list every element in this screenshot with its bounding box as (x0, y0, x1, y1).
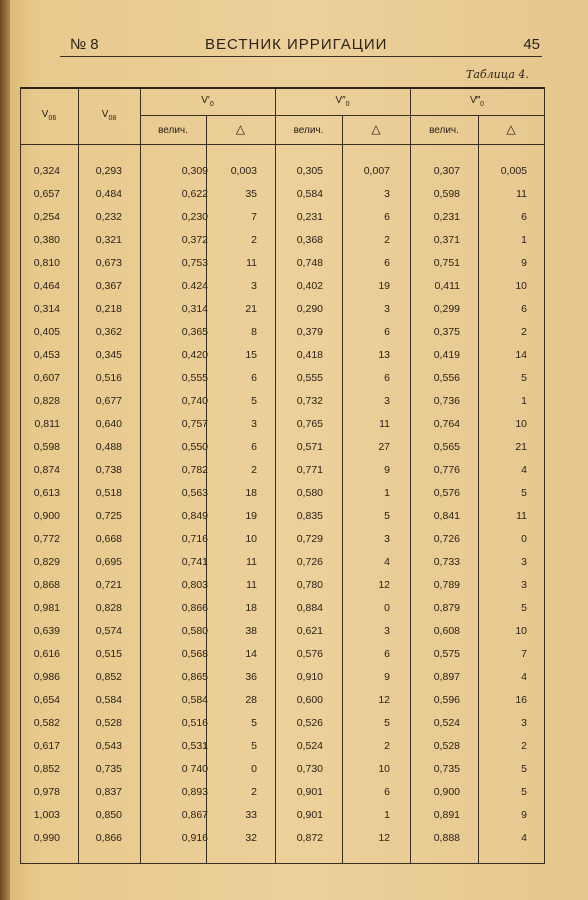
table-cell: 0,617 (33, 740, 60, 752)
table-cell: 5 (521, 372, 527, 384)
table-cell: 6 (384, 648, 390, 660)
table-cell: 0,803 (181, 579, 208, 591)
table-cell: 0,891 (433, 809, 460, 821)
table-cell: 0,677 (95, 395, 122, 407)
header-delta-3: △ (506, 122, 516, 136)
table-cell: 0,254 (33, 211, 60, 223)
table-cell: 3 (384, 303, 390, 315)
table-cell: 4 (384, 556, 390, 568)
table-cell: 0,868 (33, 579, 60, 591)
table-cell: 0 740 (181, 763, 208, 775)
header-delta-2: △ (371, 122, 381, 136)
table-cell: 0,571 (296, 441, 323, 453)
table-cell: 11 (516, 188, 527, 200)
table-cell: 0,375 (433, 326, 460, 338)
table-cell: 0,897 (433, 671, 460, 683)
table-cell: 0,829 (33, 556, 60, 568)
table-cell: 21 (515, 441, 527, 453)
table-cell: 0,872 (296, 832, 323, 844)
table-cell: 15 (245, 349, 257, 361)
table-cell: 0,524 (296, 740, 323, 752)
table-cell: 0,524 (433, 717, 460, 729)
table-cell: 0,003 (230, 165, 257, 177)
table-cell: 0,622 (181, 188, 208, 200)
table-cell: 0,668 (95, 533, 122, 545)
table-cell: 0,299 (433, 303, 460, 315)
table-cell: 0,582 (33, 717, 60, 729)
table-row (20, 573, 545, 596)
table-cell: 0,811 (34, 418, 60, 430)
table-cell: 10 (515, 280, 527, 292)
table-row (20, 527, 545, 550)
table-cell: 6 (251, 441, 257, 453)
table-cell: 0,879 (433, 602, 460, 614)
table-cell: 16 (515, 694, 527, 706)
table-cell: 0,721 (95, 579, 122, 591)
table-cell: 0,621 (296, 625, 323, 637)
table-cell: 19 (378, 280, 390, 292)
table-cell: 0,528 (95, 717, 122, 729)
table-cell: 0,607 (33, 372, 60, 384)
table-cell: 0,735 (433, 763, 460, 775)
table-cell: 3 (251, 280, 257, 292)
table-cell: 0,516 (181, 717, 208, 729)
table-cell: 0,418 (296, 349, 323, 361)
table-cell: 0,526 (296, 717, 323, 729)
table-cell: 0,550 (181, 441, 208, 453)
table-cell: 19 (245, 510, 257, 522)
table-cell: 0,309 (181, 165, 208, 177)
header-v08: $V_{08}$ (101, 109, 117, 122)
table-row (20, 734, 545, 757)
table-cell: 0,837 (95, 786, 122, 798)
table-cell: 0,852 (33, 763, 60, 775)
table-cell: 28 (245, 694, 257, 706)
table-cell: 0,464 (33, 280, 60, 292)
table-cell: 0,789 (433, 579, 460, 591)
table-cell: 0,584 (296, 188, 323, 200)
table-cell: 0,218 (95, 303, 122, 315)
table-cell: 0,741 (181, 556, 208, 568)
table-cell: 0,828 (95, 602, 122, 614)
table-cell: 2 (521, 326, 527, 338)
table-cell: 0,866 (95, 832, 122, 844)
table-cell: 0,900 (433, 786, 460, 798)
table-cell: 5 (521, 763, 527, 775)
journal-title: ВЕСТНИК ИРРИГАЦИИ (205, 36, 388, 53)
table-cell: 0,726 (433, 533, 460, 545)
table-caption: Таблица 4. (466, 68, 529, 81)
table-cell: 11 (246, 556, 257, 568)
table-cell: 3 (521, 556, 527, 568)
table-cell: 5 (521, 487, 527, 499)
table-row (20, 297, 545, 320)
table-cell: 0,420 (181, 349, 208, 361)
table-cell: 0,402 (296, 280, 323, 292)
table-cell: 0,901 (296, 809, 323, 821)
table-cell: 0,568 (181, 648, 208, 660)
table-cell: 0,232 (95, 211, 122, 223)
table-row (20, 596, 545, 619)
header-delta-1: △ (235, 122, 246, 136)
table-cell: 0,751 (433, 257, 460, 269)
table-cell: 0,574 (95, 625, 122, 637)
table-cell: 0,516 (95, 372, 122, 384)
table-cell: 0,230 (181, 211, 208, 223)
table-cell: 9 (384, 671, 390, 683)
table-cell: 0,314 (181, 303, 208, 315)
table-cell: 0,780 (296, 579, 323, 591)
table-cell: 0,640 (95, 418, 122, 430)
table-cell: 0,884 (296, 602, 323, 614)
table-cell: 9 (521, 257, 527, 269)
table-row (20, 228, 545, 251)
table-row (20, 159, 545, 182)
table-cell: 6 (521, 303, 527, 315)
table-row (20, 412, 545, 435)
table-cell: 6 (384, 257, 390, 269)
table-cell: 0,852 (95, 671, 122, 683)
table-cell: 1 (384, 487, 390, 499)
table-cell: 0,695 (95, 556, 122, 568)
table-cell: 0,372 (181, 234, 208, 246)
table-cell: 5 (251, 395, 257, 407)
table-row (20, 665, 545, 688)
table-cell: 7 (521, 648, 527, 660)
table-cell: 0,576 (433, 487, 460, 499)
table-cell: 1 (384, 809, 390, 821)
table-cell: 10 (245, 533, 257, 545)
table-cell: 0,910 (296, 671, 323, 683)
table-cell: 8 (251, 326, 257, 338)
table-cell: 0,368 (296, 234, 323, 246)
table-cell: 0,835 (296, 510, 323, 522)
table-cell: 0,776 (433, 464, 460, 476)
table-cell: 0,764 (433, 418, 460, 430)
table-rule (20, 144, 544, 145)
table-cell: 0,753 (181, 257, 208, 269)
table-cell: 0,900 (33, 510, 60, 522)
table-row (20, 826, 545, 849)
table-cell: 33 (245, 809, 257, 821)
table-cell: 18 (245, 487, 257, 499)
table-row (20, 251, 545, 274)
table-cell: 0,584 (181, 694, 208, 706)
table-cell: 0,531 (181, 740, 208, 752)
table-cell: 0,849 (181, 510, 208, 522)
table-cell: 0,314 (33, 303, 60, 315)
table-cell: 4 (521, 671, 527, 683)
table-cell: 0,565 (433, 441, 460, 453)
table-cell: 0 (384, 602, 390, 614)
table-cell: 0,379 (296, 326, 323, 338)
table-cell: 0,575 (433, 648, 460, 660)
table-cell: 27 (378, 441, 390, 453)
table-cell: 0,367 (95, 280, 122, 292)
table-cell: 35 (245, 188, 257, 200)
table-cell: 0,598 (33, 441, 60, 453)
table-cell: 0,730 (296, 763, 323, 775)
table-cell: 6 (251, 372, 257, 384)
table-cell: 0,613 (33, 487, 60, 499)
table-cell: 5 (251, 717, 257, 729)
table-cell: 0,580 (181, 625, 208, 637)
table-cell: 10 (515, 625, 527, 637)
table-cell: 2 (251, 464, 257, 476)
table-cell: 0,563 (181, 487, 208, 499)
table-cell: 0,893 (181, 786, 208, 798)
table-cell: 0,748 (296, 257, 323, 269)
table-cell: 4 (521, 832, 527, 844)
table-row (20, 642, 545, 665)
table-row (20, 320, 545, 343)
table-cell: 0,608 (433, 625, 460, 637)
table-cell: 2 (251, 234, 257, 246)
table-row (20, 619, 545, 642)
table-cell: 0,782 (181, 464, 208, 476)
table-cell: 0,828 (33, 395, 60, 407)
table-cell: 3 (384, 625, 390, 637)
table-cell: 0,990 (33, 832, 60, 844)
table-cell: 0,365 (181, 326, 208, 338)
table-cell: 0,865 (181, 671, 208, 683)
header-value-2: велич. (293, 125, 324, 136)
table-cell: 14 (245, 648, 257, 660)
table-cell: 3 (521, 579, 527, 591)
table-cell: 5 (384, 717, 390, 729)
table-cell: 0,765 (296, 418, 323, 430)
table-cell: 6 (384, 786, 390, 798)
table-cell: 0,600 (296, 694, 323, 706)
table-cell: 0,231 (296, 211, 323, 223)
table-cell: 0,733 (433, 556, 460, 568)
table-cell: 0,616 (33, 648, 60, 660)
table-cell: 0,307 (433, 165, 460, 177)
table-cell: 0,673 (95, 257, 122, 269)
table-row (20, 182, 545, 205)
table-row (20, 458, 545, 481)
table-cell: 0,726 (296, 556, 323, 568)
table-cell: 0,556 (433, 372, 460, 384)
table-cell: 0,735 (95, 763, 122, 775)
table-cell: 9 (384, 464, 390, 476)
table-cell: 0,419 (433, 349, 460, 361)
table-cell: 12 (378, 694, 390, 706)
table-cell: 0,555 (296, 372, 323, 384)
table-cell: 0,484 (95, 188, 122, 200)
table-cell: 0,841 (433, 510, 460, 522)
table-cell: 0,888 (433, 832, 460, 844)
table-cell: 0,362 (95, 326, 122, 338)
table-cell: 0,515 (95, 648, 122, 660)
issue-number: № 8 (70, 36, 99, 53)
table-cell: 0,576 (296, 648, 323, 660)
table-cell: 0,874 (33, 464, 60, 476)
table-cell: 0 (251, 763, 257, 775)
page-header (60, 36, 540, 56)
table-row (20, 343, 545, 366)
table-cell: 0,290 (296, 303, 323, 315)
table-cell: 12 (378, 579, 390, 591)
table-cell: 0,639 (33, 625, 60, 637)
table-cell: 0,345 (95, 349, 122, 361)
table-cell: 6 (521, 211, 527, 223)
table-cell: 7 (251, 211, 257, 223)
table-cell: 0,528 (433, 740, 460, 752)
table-cell: 2 (521, 740, 527, 752)
table-cell: 1,003 (33, 809, 60, 821)
table-cell: 9 (521, 809, 527, 821)
table-cell: 0,771 (296, 464, 323, 476)
table-cell: 0,324 (33, 165, 60, 177)
table-cell: 6 (384, 372, 390, 384)
table-cell: 0,716 (181, 533, 208, 545)
table-cell: 11 (246, 257, 257, 269)
table-cell: 0,654 (33, 694, 60, 706)
table-cell: 0,725 (95, 510, 122, 522)
table-cell: 4 (521, 464, 527, 476)
table-cell: 10 (378, 763, 390, 775)
table-cell: 3 (384, 533, 390, 545)
table-cell: 1 (521, 395, 527, 407)
table-cell: 2 (251, 786, 257, 798)
table-cell: 0,732 (296, 395, 323, 407)
table-cell: 0,981 (33, 602, 60, 614)
table-cell: 0,916 (181, 832, 208, 844)
table-cell: 36 (245, 671, 257, 683)
header-value-1: велич. (158, 125, 188, 136)
table-row (20, 780, 545, 803)
table-cell: 11 (516, 510, 527, 522)
header-value-3: велич. (429, 125, 459, 136)
table-cell: 0,810 (33, 257, 60, 269)
table-cell: 38 (245, 625, 257, 637)
table-cell: 0,518 (95, 487, 122, 499)
table-cell: 0,371 (433, 234, 460, 246)
table-cell: 11 (246, 579, 257, 591)
table-cell: 0,293 (95, 165, 122, 177)
table-cell: 0,596 (433, 694, 460, 706)
table-cell: 0,007 (363, 165, 390, 177)
table-cell: 0,488 (95, 441, 122, 453)
table-cell: 0,901 (296, 786, 323, 798)
header-v0-triple-prime: $V‴_0$ (469, 95, 485, 108)
table-cell: 0,598 (433, 188, 460, 200)
table-cell: 1 (521, 234, 527, 246)
table-cell: 0 (521, 533, 527, 545)
table-row (20, 205, 545, 228)
table-cell: 0,978 (33, 786, 60, 798)
header-v0-double-prime: $V''_0$ (335, 95, 350, 108)
table-cell: 0,584 (95, 694, 122, 706)
table-cell: 0,736 (433, 395, 460, 407)
table-cell: 0.424 (181, 280, 208, 292)
table-cell: 3 (384, 395, 390, 407)
table-row (20, 274, 545, 297)
table-cell: 0,380 (33, 234, 60, 246)
table-row (20, 757, 545, 780)
table-rule (140, 115, 544, 116)
table-cell: 14 (515, 349, 527, 361)
table-cell: 0,867 (181, 809, 208, 821)
table-cell: 0,231 (433, 211, 460, 223)
table-cell: 3 (251, 418, 257, 430)
table-cell: 0,738 (95, 464, 122, 476)
table-row (20, 435, 545, 458)
table-row (20, 389, 545, 412)
table-cell: 3 (384, 188, 390, 200)
table-cell: 11 (379, 418, 390, 430)
table-cell: 13 (378, 349, 390, 361)
table-cell: 0,740 (181, 395, 208, 407)
table-cell: 0,543 (95, 740, 122, 752)
table-cell: 0,453 (33, 349, 60, 361)
table-cell: 10 (515, 418, 527, 430)
table-rule (20, 863, 544, 864)
table-row (20, 803, 545, 826)
header-rule (60, 56, 542, 57)
table-cell: 6 (384, 211, 390, 223)
table-cell: 5 (384, 510, 390, 522)
table-cell: 0,757 (181, 418, 208, 430)
table-cell: 0,657 (33, 188, 60, 200)
table-cell: 0,555 (181, 372, 208, 384)
table-cell: 0,580 (296, 487, 323, 499)
table-cell: 5 (251, 740, 257, 752)
table-cell: 0,772 (33, 533, 60, 545)
page-number: 45 (523, 36, 540, 53)
table-cell: 0,729 (296, 533, 323, 545)
table-cell: 18 (245, 602, 257, 614)
table-row (20, 688, 545, 711)
header-v06: $V_{06}$ (41, 109, 57, 122)
table-row (20, 366, 545, 389)
table-cell: 0,321 (95, 234, 122, 246)
book-spine (0, 0, 10, 900)
table-cell: 0,305 (296, 165, 323, 177)
table-cell: 0,405 (33, 326, 60, 338)
table-cell: 5 (521, 602, 527, 614)
table-row (20, 504, 545, 527)
table-cell: 6 (384, 326, 390, 338)
table-cell: 0,866 (181, 602, 208, 614)
table-cell: 5 (521, 786, 527, 798)
table-cell: 12 (378, 832, 390, 844)
table-cell: 3 (521, 717, 527, 729)
table-cell: 0,986 (33, 671, 60, 683)
table-row (20, 711, 545, 734)
table-cell: 0,005 (500, 165, 527, 177)
header-v0-prime: $V'_0$ (201, 95, 214, 108)
table-row (20, 481, 545, 504)
table-cell: 21 (245, 303, 257, 315)
table-cell: 2 (384, 234, 390, 246)
table-cell: 32 (245, 832, 257, 844)
table-cell: 0,411 (434, 280, 460, 292)
table-cell: 0,850 (95, 809, 122, 821)
table-cell: 2 (384, 740, 390, 752)
table-row (20, 550, 545, 573)
